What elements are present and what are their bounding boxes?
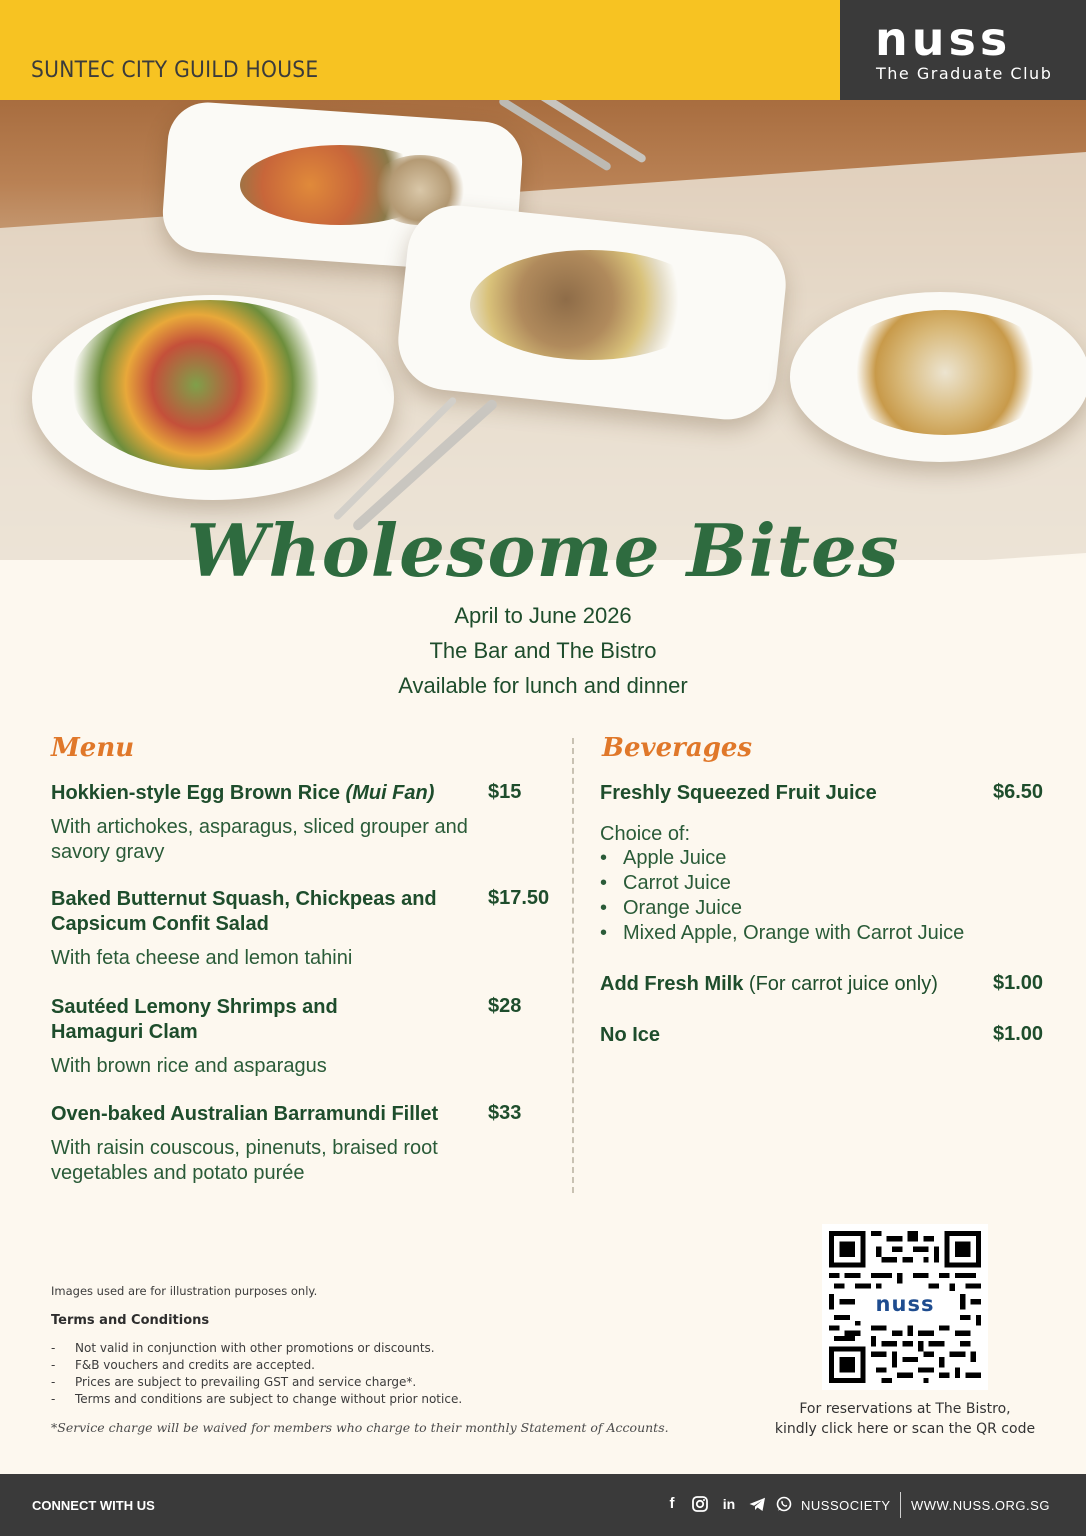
menu-item-name: Oven-baked Australian Barramundi Fillet xyxy=(51,1103,439,1125)
instagram-icon[interactable] xyxy=(690,1494,710,1514)
menu-item-desc: With brown rice and asparagus xyxy=(51,1055,327,1077)
list-item: • Orange Juice xyxy=(600,896,964,921)
terms-title: Terms and Conditions xyxy=(51,1313,210,1328)
nuss-logo[interactable] xyxy=(840,0,1086,100)
menu-item-name: Baked Butternut Squash, Chickpeas and Capsicum Confit Salad xyxy=(51,888,437,935)
terms-list xyxy=(51,1340,462,1408)
column-divider xyxy=(572,738,574,1193)
menu-heading: Menu xyxy=(51,733,135,763)
qr-caption-line: kindly click here or scan the QR code xyxy=(774,1421,1036,1437)
availability-line: Available for lunch and dinner xyxy=(398,673,688,698)
menu-item-desc: With feta cheese and lemon tahini xyxy=(51,947,353,969)
facebook-icon[interactable]: f xyxy=(669,1495,675,1512)
juice-choices xyxy=(600,846,964,946)
menu-item-name: Sautéed Lemony Shrimps and Hamaguri Clam xyxy=(51,996,338,1043)
logo-wordmark: nuss xyxy=(875,12,1012,66)
menu-item-name xyxy=(51,781,471,806)
hero-food-image xyxy=(0,100,1086,560)
choice-label: Choice of: xyxy=(600,823,691,845)
list-item: • Mixed Apple, Orange with Carrot Juice xyxy=(600,921,964,946)
qr-nuss-logo xyxy=(855,1291,955,1321)
beverages-heading: Beverages xyxy=(602,733,753,763)
beverage-price: $6.50 xyxy=(993,781,1044,803)
menu-item-name-italic: (Mui Fan) xyxy=(345,782,435,804)
menu-item-desc: With artichokes, asparagus, sliced grouper and savory gravy xyxy=(51,816,468,863)
menu-item-price: $28 xyxy=(488,995,522,1017)
list-item: - Not valid in conjunction with other promotions or discounts. xyxy=(51,1340,462,1357)
whatsapp-icon[interactable] xyxy=(774,1494,794,1514)
linkedin-icon[interactable]: in xyxy=(722,1496,736,1512)
list-item: • Carrot Juice xyxy=(600,871,964,896)
venue-line: The Bar and The Bistro xyxy=(429,638,657,663)
menu-item-price: $17.50 xyxy=(488,887,550,909)
header-band xyxy=(0,0,840,100)
logo-subtitle: The Graduate Club xyxy=(876,64,1053,83)
list-item: • Apple Juice xyxy=(600,846,964,871)
social-handle[interactable]: NUSSOCIETY xyxy=(801,1498,891,1513)
qr-logo-text: nuss xyxy=(875,1292,935,1316)
connect-label: CONNECT WITH US xyxy=(32,1498,155,1513)
service-charge-note: *Service charge will be waived for members who charge to their monthly Statement of Accounts. xyxy=(51,1420,669,1435)
venue-name: SUNTEC CITY GUILD HOUSE xyxy=(31,58,319,83)
menu-item-desc: With raisin couscous, pinenuts, braised root vegetables and potato purée xyxy=(51,1137,438,1184)
footer-divider xyxy=(900,1492,901,1518)
list-item: - F&B vouchers and credits are accepted. xyxy=(51,1357,462,1374)
beverage-name xyxy=(600,972,938,997)
beverage-price: $1.00 xyxy=(993,972,1044,994)
milk-name: Add Fresh Milk xyxy=(600,973,744,995)
telegram-icon[interactable] xyxy=(747,1494,767,1514)
illustration-note: Images used are for illustration purposes only. xyxy=(51,1284,318,1298)
menu-item-name-text: Hokkien-style Egg Brown Rice xyxy=(51,782,340,804)
page-title: Wholesome Bites xyxy=(186,508,900,593)
beverage-name: No Ice xyxy=(600,1024,661,1046)
list-item: - Prices are subject to prevailing GST and service charge*. xyxy=(51,1374,462,1391)
date-range: April to June 2026 xyxy=(454,603,632,628)
footer-bar xyxy=(0,1474,1086,1536)
list-item: - Terms and conditions are subject to change without prior notice. xyxy=(51,1391,462,1408)
milk-note: (For carrot juice only) xyxy=(748,973,938,995)
beverage-name: Freshly Squeezed Fruit Juice xyxy=(600,782,877,804)
qr-caption-line: For reservations at The Bistro, xyxy=(799,1401,1011,1417)
menu-item-price: $15 xyxy=(488,781,522,803)
website-link[interactable]: WWW.NUSS.ORG.SG xyxy=(911,1498,1050,1513)
beverage-price: $1.00 xyxy=(993,1023,1044,1045)
qr-caption[interactable] xyxy=(760,1399,1050,1439)
menu-item-price: $33 xyxy=(488,1102,522,1124)
